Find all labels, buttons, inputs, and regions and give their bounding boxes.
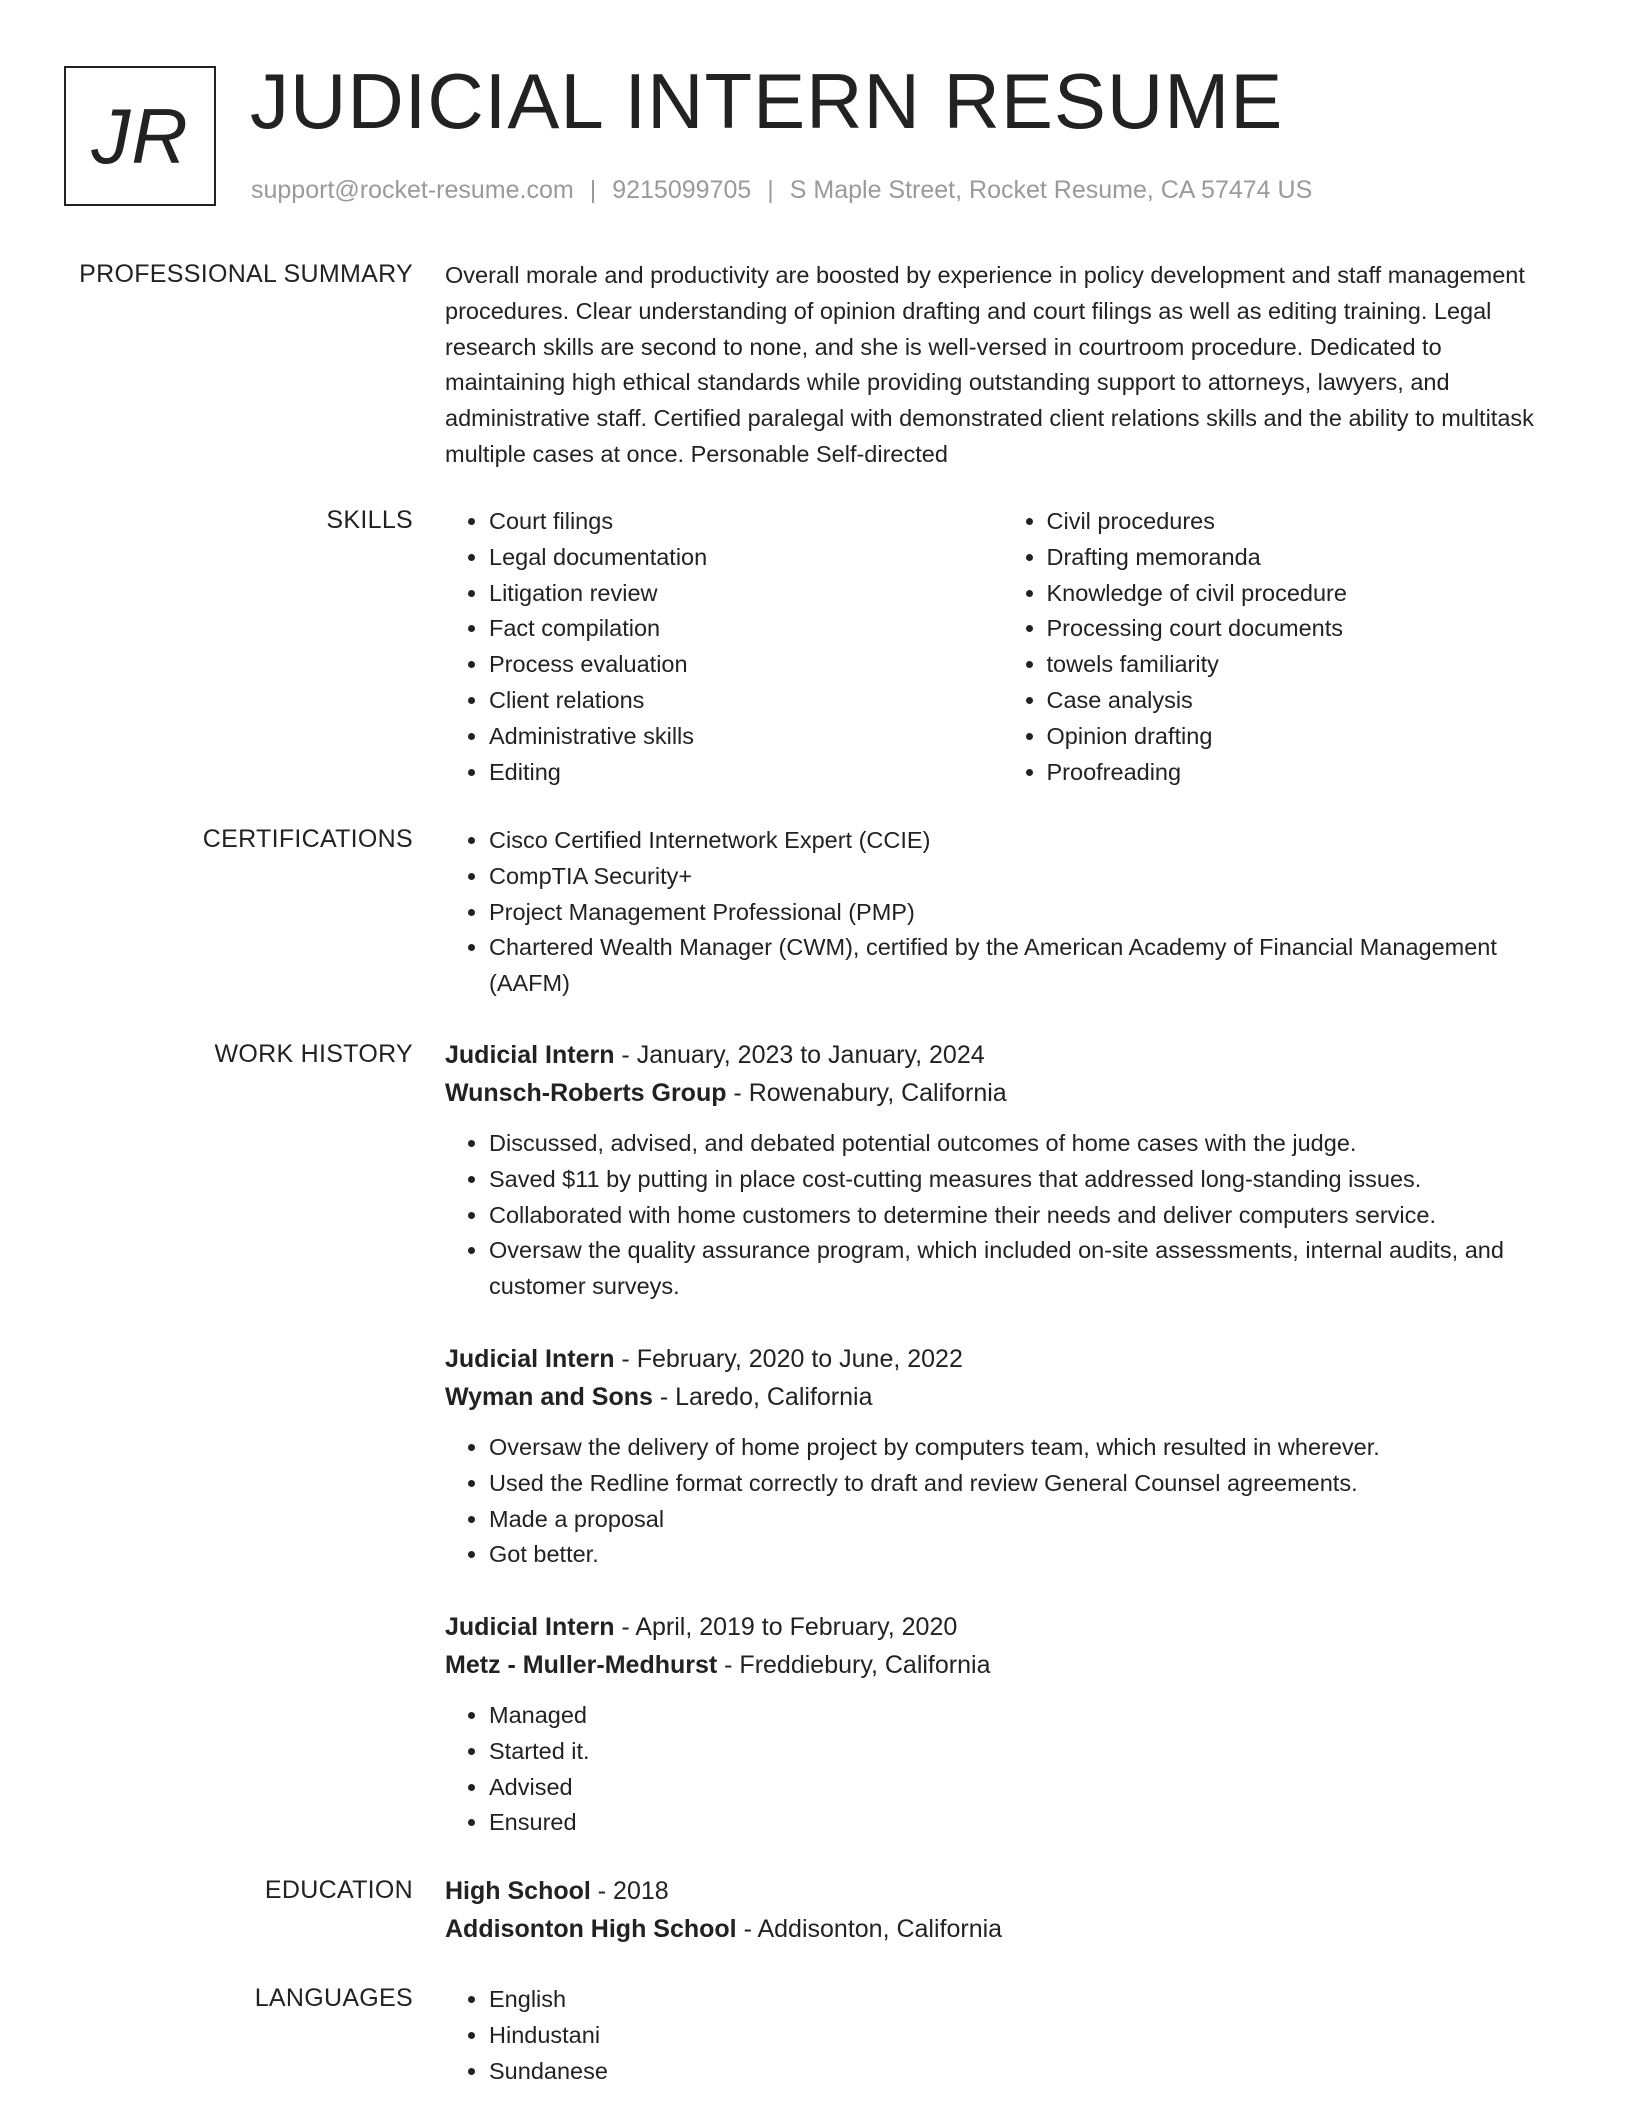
contact-separator: |	[767, 176, 774, 204]
job-company: Wyman and Sons	[445, 1383, 653, 1411]
education-year: - 2018	[590, 1877, 669, 1905]
section-label-education: EDUCATION	[264, 1876, 413, 1904]
list-item: • Managed	[489, 1698, 1560, 1734]
job-bullets	[445, 1126, 1560, 1305]
list-item: • Made a proposal	[489, 1502, 1560, 1538]
list-item: • Started it.	[489, 1734, 1560, 1770]
education-location: - Addisonton, California	[736, 1915, 1003, 1943]
contact-phone[interactable]: 9215099705	[612, 176, 752, 204]
list-item: • CompTIA Security+	[489, 859, 1560, 895]
job-title: Judicial Intern	[445, 1613, 615, 1641]
list-item: • Client relations	[489, 683, 1003, 719]
certifications-list	[445, 823, 1560, 1002]
job-dates: - February, 2020 to June, 2022	[614, 1345, 963, 1373]
job-title: Judicial Intern	[445, 1041, 615, 1069]
resume-title: JUDICIAL INTERN RESUME	[250, 57, 1284, 145]
list-item: • Sundanese	[489, 2054, 1560, 2090]
list-item: • Legal documentation	[489, 540, 1003, 576]
job-location: - Freddiebury, California	[717, 1651, 991, 1679]
list-item: • Advised	[489, 1770, 1560, 1806]
section-label-certifications: CERTIFICATIONS	[202, 825, 413, 853]
job-company: Metz - Muller-Medhurst	[445, 1651, 718, 1679]
list-item: • Saved $11 by putting in place cost-cutting measures that addressed long-standing issues.	[489, 1162, 1560, 1198]
section-label-work-history: WORK HISTORY	[214, 1040, 413, 1068]
list-item: • Opinion drafting	[1047, 719, 1561, 755]
contact-line	[251, 176, 1312, 205]
list-item: • Used the Redline format correctly to draft and review General Counsel agreements.	[489, 1466, 1560, 1502]
list-item: • English	[489, 1982, 1560, 2018]
list-item: • Project Management Professional (PMP)	[489, 895, 1560, 931]
languages-list	[445, 1982, 1560, 2089]
list-item: • Case analysis	[1047, 683, 1561, 719]
job-entry	[445, 1340, 1560, 1573]
list-item: • Fact compilation	[489, 611, 1003, 647]
list-item: • Collaborated with home customers to determine their needs and deliver computers service.	[489, 1198, 1560, 1234]
list-item: • Discussed, advised, and debated potential outcomes of home cases with the judge.	[489, 1126, 1560, 1162]
job-dates: - January, 2023 to January, 2024	[614, 1041, 985, 1069]
list-item: • towels familiarity	[1047, 647, 1561, 683]
education-school: Addisonton High School	[445, 1915, 737, 1943]
list-item: • Knowledge of civil procedure	[1047, 576, 1561, 612]
list-item: • Litigation review	[489, 576, 1003, 612]
list-item: • Oversaw the delivery of home project by computers team, which resulted in wherever.	[489, 1430, 1560, 1466]
job-location: - Rowenabury, California	[726, 1079, 1007, 1107]
contact-address: S Maple Street, Rocket Resume, CA 57474 US	[789, 176, 1313, 204]
list-item: • Court filings	[489, 504, 1003, 540]
contact-separator: |	[589, 176, 597, 204]
job-title: Judicial Intern	[445, 1345, 615, 1373]
section-label-languages: LANGUAGES	[254, 1984, 413, 2012]
job-bullets	[445, 1698, 1560, 1841]
list-item: • Hindustani	[489, 2018, 1560, 2054]
list-item: • Oversaw the quality assurance program, which included on-site assessments, internal audits, and customer surveys.	[489, 1233, 1560, 1305]
list-item: • Cisco Certified Internetwork Expert (CCIE)	[489, 823, 1560, 859]
list-item: • Process evaluation	[489, 647, 1003, 683]
list-item: • Civil procedures	[1047, 504, 1561, 540]
list-item: • Got better.	[489, 1537, 1560, 1573]
job-entry	[445, 1036, 1560, 1305]
skills-list-left	[445, 504, 1003, 790]
contact-email[interactable]: support@rocket-resume.com	[251, 176, 574, 204]
list-item: • Proofreading	[1047, 755, 1561, 791]
list-item: • Processing court documents	[1047, 611, 1561, 647]
job-bullets	[445, 1430, 1560, 1573]
list-item: • Drafting memoranda	[1047, 540, 1561, 576]
job-company: Wunsch-Roberts Group	[445, 1079, 727, 1107]
section-label-summary: PROFESSIONAL SUMMARY	[79, 260, 413, 288]
skills-list-right	[1003, 504, 1561, 790]
section-label-skills: SKILLS	[326, 506, 413, 534]
education-degree: High School	[445, 1877, 591, 1905]
job-entry	[445, 1608, 1560, 1841]
list-item: • Chartered Wealth Manager (CWM), certified by the American Academy of Financial Management (AAFM)	[489, 930, 1560, 1002]
job-dates: - April, 2019 to February, 2020	[614, 1613, 958, 1641]
list-item: • Ensured	[489, 1805, 1560, 1841]
monogram-logo: JR	[64, 66, 216, 206]
summary-text: Overall morale and productivity are boosted by experience in policy development and staff management procedures. Clear understanding of opinion drafting and court filings as well as editing training. Legal research skills are second to none, and she is well-versed in courtroom procedure. Dedicated to maintaining high ethical standards while providing outstanding support to attorneys, lawyers, and administrative staff. Certified paralegal with demonstrated client relations skills and the ability to multitask multiple cases at once. Personable Self-directed	[445, 262, 1534, 467]
job-location: - Laredo, California	[652, 1383, 873, 1411]
list-item: • Administrative skills	[489, 719, 1003, 755]
list-item: • Editing	[489, 755, 1003, 791]
